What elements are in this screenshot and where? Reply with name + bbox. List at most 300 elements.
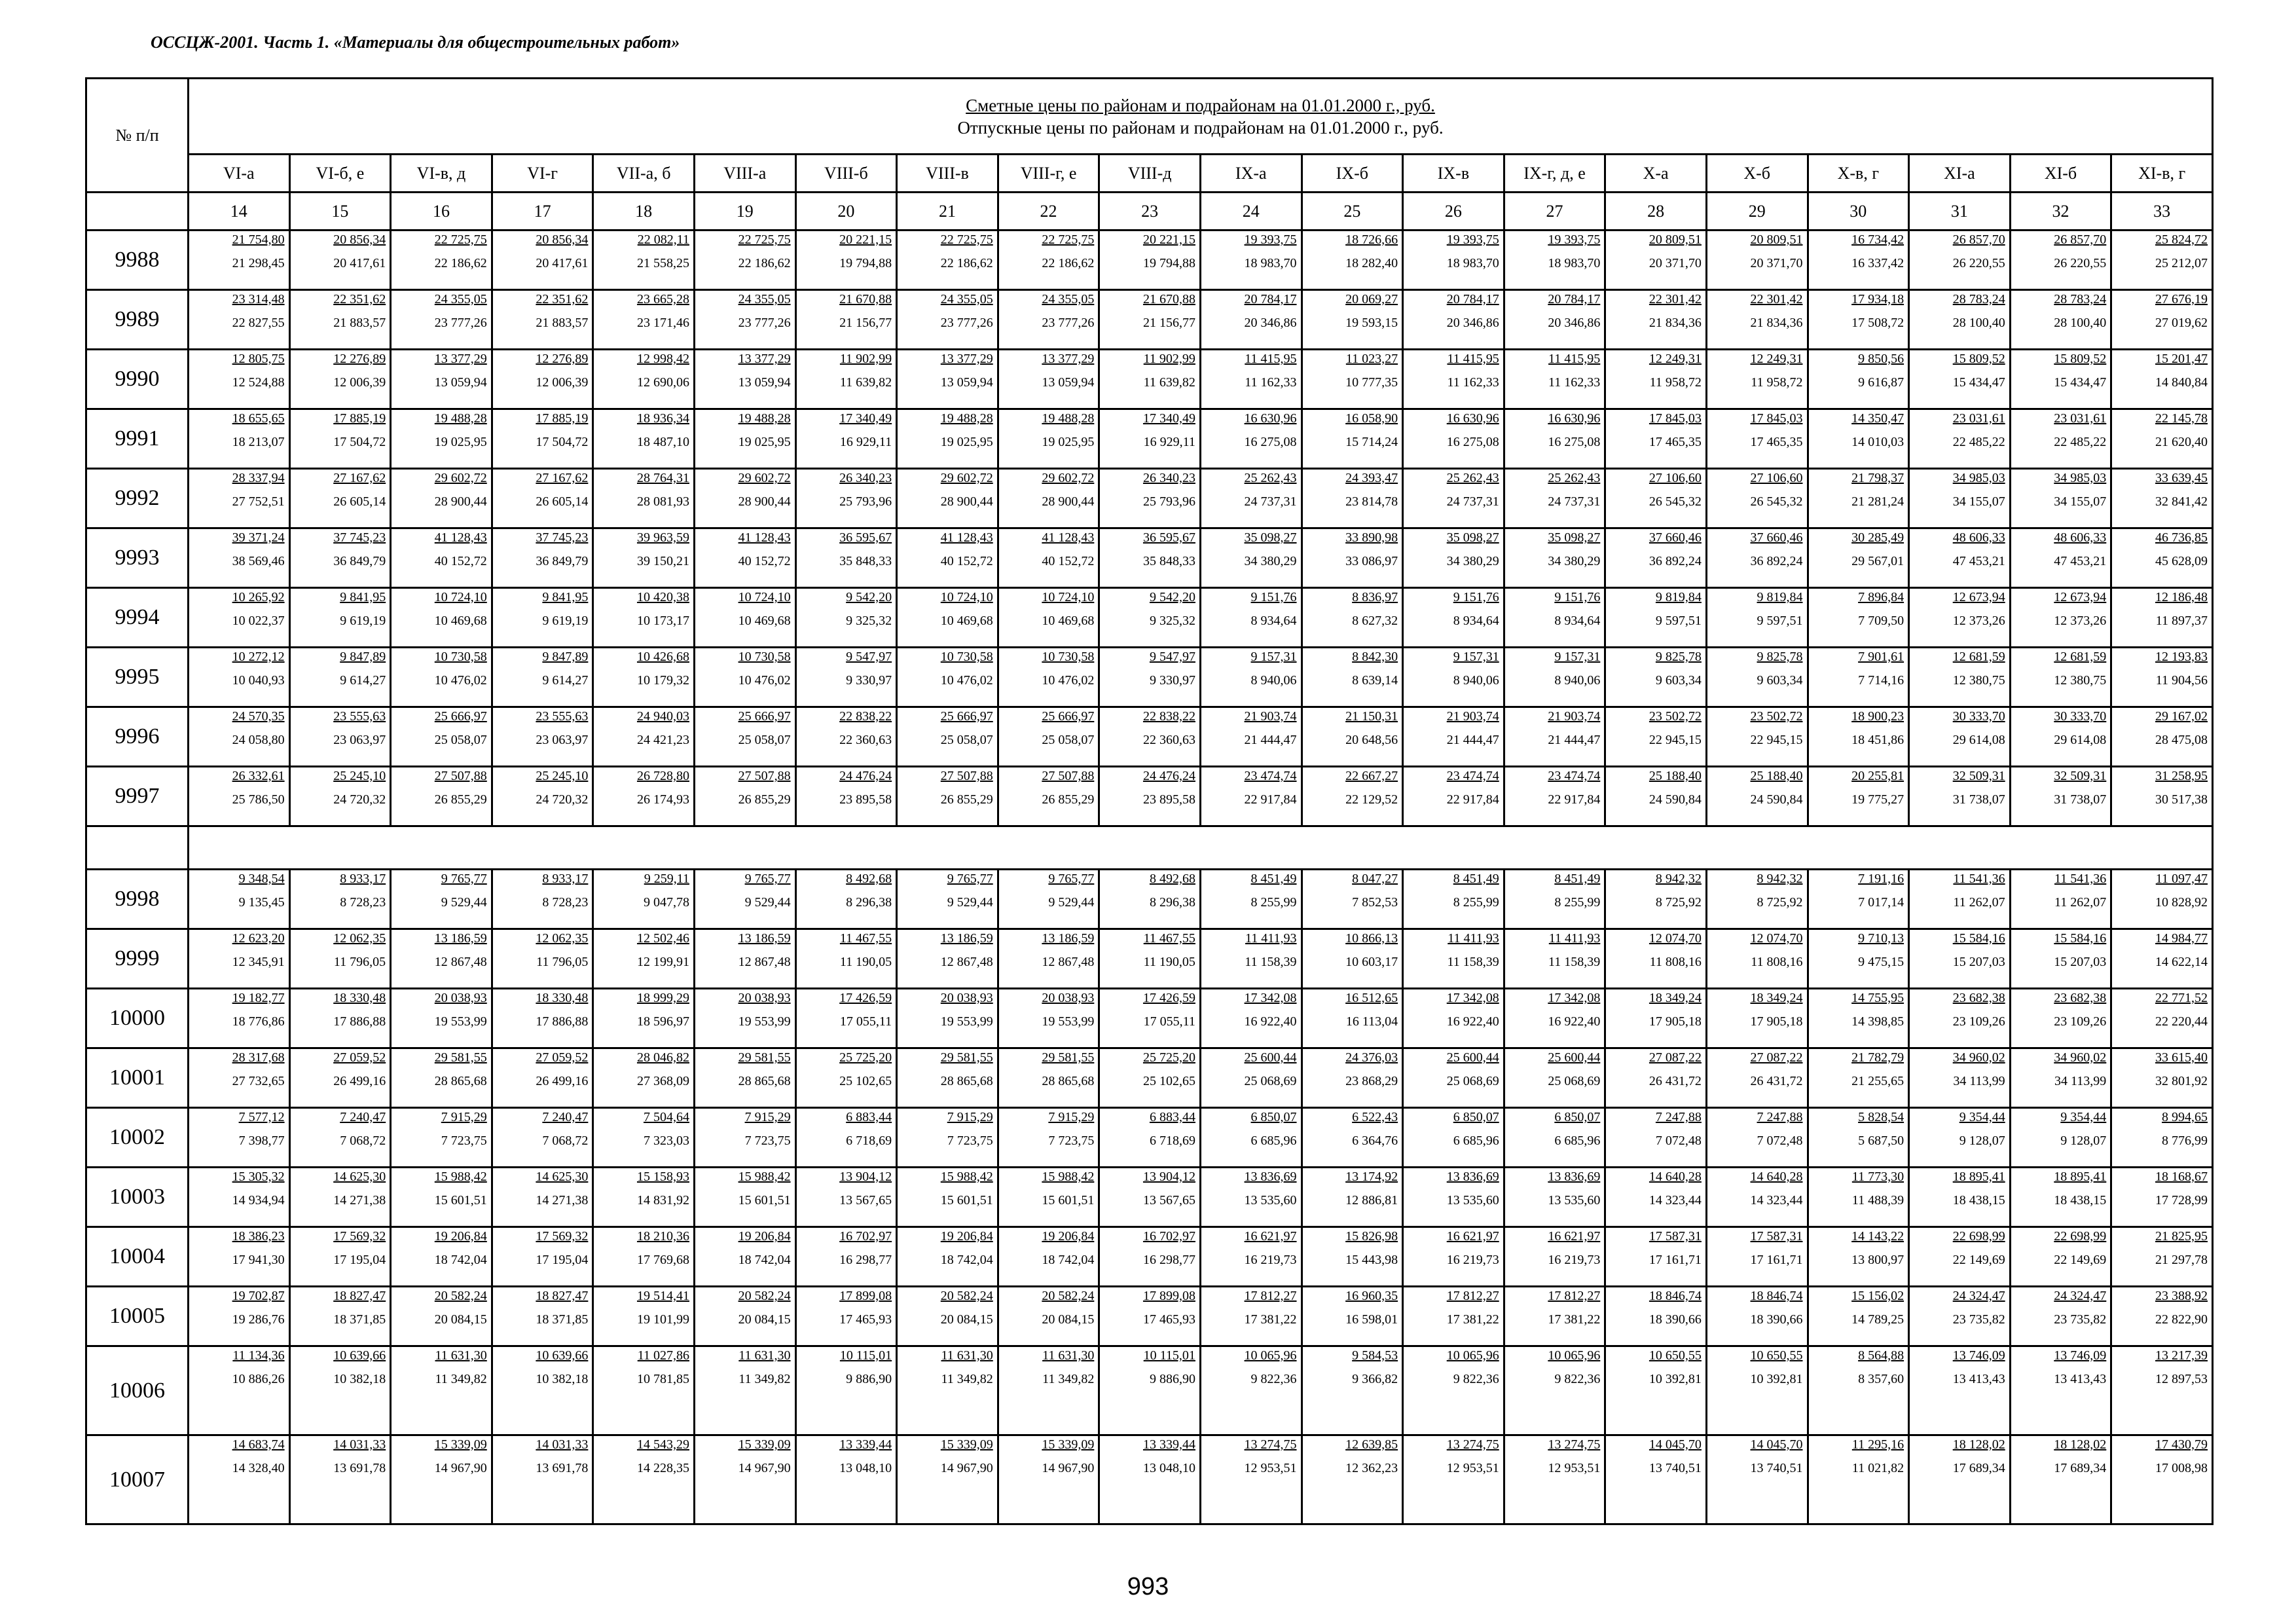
- row-number: 9988: [86, 231, 189, 290]
- estimated-price: 9 157,31: [1554, 650, 1601, 664]
- release-price: 7 714,16: [1858, 673, 1904, 688]
- row-number: 10000: [86, 989, 189, 1048]
- release-price: 8 940,06: [1453, 673, 1499, 688]
- price-cell: [897, 350, 998, 409]
- release-price: 21 834,36: [1750, 316, 1803, 330]
- estimated-price: 29 581,55: [940, 1050, 993, 1065]
- release-price: 20 371,70: [1750, 256, 1803, 270]
- estimated-price: 37 660,46: [1649, 530, 1702, 545]
- price-cell: [1504, 707, 1605, 767]
- release-price: 5 687,50: [1858, 1134, 1904, 1148]
- price-cell: [2111, 409, 2213, 469]
- estimated-price: 36 595,67: [839, 530, 892, 545]
- estimated-price: 25 725,20: [1142, 1050, 1195, 1065]
- release-price: 12 897,53: [2155, 1372, 2208, 1386]
- estimated-price: 11 415,95: [1548, 352, 1601, 366]
- release-price: 19 593,15: [1345, 316, 1398, 330]
- estimated-price: 23 502,72: [1649, 709, 1702, 724]
- price-cell: [1099, 231, 1201, 290]
- release-price: 10 469,68: [434, 614, 487, 628]
- estimated-price: 29 602,72: [940, 471, 993, 485]
- release-price: 12 345,91: [232, 955, 285, 969]
- table-row: [86, 588, 2213, 648]
- price-cell: [2111, 707, 2213, 767]
- price-cell: [1706, 1435, 1808, 1524]
- price-cell: [998, 767, 1099, 826]
- release-price: 16 219,73: [1446, 1253, 1499, 1267]
- price-cell: [1808, 409, 1909, 469]
- price-cell: [492, 1108, 593, 1168]
- price-cell: [2111, 588, 2213, 648]
- estimated-price: 24 324,47: [2054, 1289, 2107, 1303]
- release-price: 17 381,22: [1244, 1312, 1297, 1327]
- price-cell: [795, 409, 897, 469]
- price-cell: [1403, 290, 1504, 350]
- price-cell: [593, 870, 695, 929]
- estimated-price: 10 730,58: [1042, 650, 1095, 664]
- release-price: 34 155,07: [2054, 494, 2107, 509]
- price-cell: [1403, 870, 1504, 929]
- column-number: 17: [492, 193, 593, 231]
- estimated-price: 8 492,68: [846, 872, 892, 886]
- release-price: 22 945,15: [1649, 733, 1702, 747]
- estimated-price: 34 960,02: [2054, 1050, 2107, 1065]
- row-number: 10001: [86, 1048, 189, 1108]
- price-cell: [897, 648, 998, 707]
- release-price: 9 135,45: [238, 895, 285, 910]
- release-price: 22 822,90: [2155, 1312, 2208, 1327]
- table-row: [86, 1287, 2213, 1346]
- release-price: 17 381,22: [1446, 1312, 1499, 1327]
- release-price: 18 438,15: [1952, 1193, 2005, 1208]
- release-price: 17 941,30: [232, 1253, 285, 1267]
- district-header: XI-а: [1909, 155, 2011, 193]
- price-cell: [1706, 767, 1808, 826]
- release-price: 11 349,82: [738, 1372, 791, 1386]
- release-price: 22 485,22: [2054, 435, 2107, 449]
- price-cell: [1706, 409, 1808, 469]
- release-price: 9 325,32: [846, 614, 892, 628]
- column-number: 19: [694, 193, 795, 231]
- estimated-price: 20 038,93: [738, 991, 791, 1005]
- release-price: 7 852,53: [1352, 895, 1398, 910]
- estimated-price: 18 349,24: [1750, 991, 1803, 1005]
- estimated-price: 13 904,12: [1142, 1170, 1195, 1184]
- price-cell: [189, 870, 290, 929]
- price-cell: [289, 1048, 391, 1108]
- estimated-price: 21 670,88: [1142, 292, 1195, 306]
- estimated-price: 17 342,08: [1446, 991, 1499, 1005]
- estimated-price: 17 426,59: [1142, 991, 1195, 1005]
- release-price: 14 967,90: [940, 1461, 993, 1475]
- estimated-price: 11 415,95: [1447, 352, 1499, 366]
- release-price: 34 380,29: [1548, 554, 1601, 568]
- price-cell: [1302, 290, 1403, 350]
- estimated-price: 17 430,79: [2155, 1437, 2208, 1452]
- price-cell: [189, 1227, 290, 1287]
- price-cell: [1099, 1108, 1201, 1168]
- estimated-price: 23 031,61: [1952, 411, 2005, 426]
- price-cell: [1605, 1227, 1707, 1287]
- estimated-price: 12 623,20: [232, 931, 285, 946]
- price-cell: [1099, 350, 1201, 409]
- estimated-price: 20 784,17: [1446, 292, 1499, 306]
- estimated-price: 17 934,18: [1851, 292, 1904, 306]
- price-cell: [593, 1227, 695, 1287]
- price-cell: [391, 469, 492, 528]
- price-cell: [1909, 409, 2011, 469]
- price-cell: [2111, 929, 2213, 989]
- release-price: 18 282,40: [1345, 256, 1398, 270]
- price-cell: [1504, 1048, 1605, 1108]
- column-number: 29: [1706, 193, 1808, 231]
- price-cell: [1909, 290, 2011, 350]
- price-cell: [1909, 870, 2011, 929]
- price-cell: [1808, 528, 1909, 588]
- price-cell: [897, 1048, 998, 1108]
- release-price: 8 940,06: [1250, 673, 1297, 688]
- estimated-price: 10 272,12: [232, 650, 285, 664]
- estimated-price: 31 258,95: [2155, 769, 2208, 783]
- estimated-price: 28 046,82: [636, 1050, 689, 1065]
- release-price: 10 476,02: [1042, 673, 1095, 688]
- release-price: 12 199,91: [636, 955, 689, 969]
- estimated-price: 13 186,59: [434, 931, 487, 946]
- price-cell: [897, 231, 998, 290]
- estimated-price: 11 902,99: [1143, 352, 1195, 366]
- estimated-price: 28 783,24: [1952, 292, 2005, 306]
- price-cell: [1605, 469, 1707, 528]
- price-cell: [593, 929, 695, 989]
- price-cell: [189, 989, 290, 1048]
- price-cell: [1302, 469, 1403, 528]
- table-row: [86, 707, 2213, 767]
- release-price: 11 158,39: [1447, 955, 1499, 969]
- price-cell: [189, 1435, 290, 1524]
- row-number: 9993: [86, 528, 189, 588]
- price-cell: [2010, 350, 2111, 409]
- estimated-price: 9 259,11: [644, 872, 689, 886]
- price-cell: [795, 528, 897, 588]
- release-price: 10 469,68: [1042, 614, 1095, 628]
- release-price: 15 601,51: [434, 1193, 487, 1208]
- release-price: 19 101,99: [636, 1312, 689, 1327]
- release-price: 24 737,31: [1244, 494, 1297, 509]
- price-cell: [1099, 1287, 1201, 1346]
- price-cell: [795, 929, 897, 989]
- release-price: 24 590,84: [1750, 792, 1803, 807]
- estimated-price: 18 895,41: [1952, 1170, 2005, 1184]
- table-row: [86, 826, 2213, 870]
- estimated-price: 35 098,27: [1244, 530, 1297, 545]
- estimated-price: 11 415,95: [1245, 352, 1297, 366]
- price-cell: [189, 648, 290, 707]
- price-cell: [998, 231, 1099, 290]
- release-price: 23 895,58: [1142, 792, 1195, 807]
- release-price: 18 983,70: [1244, 256, 1297, 270]
- release-price: 34 380,29: [1244, 554, 1297, 568]
- column-number: 31: [1909, 193, 2011, 231]
- estimated-price: 6 883,44: [846, 1110, 892, 1124]
- release-price: 12 524,88: [232, 375, 285, 390]
- price-cell: [2010, 1108, 2111, 1168]
- district-header: IX-г, д, е: [1504, 155, 1605, 193]
- release-price: 45 628,09: [2155, 554, 2208, 568]
- release-price: 13 413,43: [1952, 1372, 2005, 1386]
- estimated-price: 15 584,16: [2054, 931, 2107, 946]
- release-price: 26 855,29: [1042, 792, 1095, 807]
- release-price: 34 113,99: [1953, 1074, 2005, 1088]
- release-price: 8 934,64: [1250, 614, 1297, 628]
- price-cell: [1808, 231, 1909, 290]
- release-price: 19 553,99: [738, 1014, 791, 1029]
- price-cell: [1504, 1346, 1605, 1435]
- price-cell: [1403, 648, 1504, 707]
- price-cell: [1706, 1287, 1808, 1346]
- price-cell: [1605, 1168, 1707, 1227]
- release-price: 26 545,32: [1750, 494, 1803, 509]
- estimated-price: 17 426,59: [839, 991, 892, 1005]
- release-price: 36 892,24: [1750, 554, 1803, 568]
- release-price: 29 614,08: [1952, 733, 2005, 747]
- release-price: 16 298,77: [1142, 1253, 1195, 1267]
- price-cell: [694, 767, 795, 826]
- estimated-price: 19 488,28: [940, 411, 993, 426]
- estimated-price: 26 340,23: [1142, 471, 1195, 485]
- estimated-price: 9 584,53: [1352, 1348, 1398, 1363]
- release-price: 26 499,16: [333, 1074, 386, 1088]
- table-row: [86, 1435, 2213, 1524]
- estimated-price: 22 771,52: [2155, 991, 2208, 1005]
- estimated-price: 22 351,62: [536, 292, 589, 306]
- price-cell: [998, 1227, 1099, 1287]
- price-cell: [897, 989, 998, 1048]
- estimated-price: 27 167,62: [536, 471, 589, 485]
- release-price: 8 255,99: [1250, 895, 1297, 910]
- release-price: 17 008,98: [2155, 1461, 2208, 1475]
- district-header: VI-г: [492, 155, 593, 193]
- release-price: 7 723,75: [441, 1134, 487, 1148]
- release-price: 16 275,08: [1446, 435, 1499, 449]
- release-price: 24 720,32: [536, 792, 589, 807]
- price-cell: [1403, 929, 1504, 989]
- release-price: 10 392,81: [1649, 1372, 1702, 1386]
- estimated-price: 11 773,30: [1851, 1170, 1904, 1184]
- release-price: 14 228,35: [636, 1461, 689, 1475]
- price-cell: [1099, 707, 1201, 767]
- price-cell: [391, 648, 492, 707]
- estimated-price: 16 702,97: [1142, 1229, 1195, 1244]
- estimated-price: 9 542,20: [846, 590, 892, 604]
- price-cell: [998, 1435, 1099, 1524]
- estimated-price: 18 349,24: [1649, 991, 1702, 1005]
- release-price: 10 781,85: [636, 1372, 689, 1386]
- release-price: 13 059,94: [738, 375, 791, 390]
- estimated-price: 12 673,94: [2054, 590, 2107, 604]
- estimated-price: 20 856,34: [333, 232, 386, 247]
- price-cell: [1403, 767, 1504, 826]
- estimated-price: 16 960,35: [1345, 1289, 1398, 1303]
- release-price: 28 900,44: [940, 494, 993, 509]
- price-cell: [391, 707, 492, 767]
- release-price: 18 390,66: [1750, 1312, 1803, 1327]
- estimated-price: 9 765,77: [744, 872, 791, 886]
- release-price: 18 390,66: [1649, 1312, 1702, 1327]
- estimated-price: 13 174,92: [1345, 1170, 1398, 1184]
- release-price: 18 776,86: [232, 1014, 285, 1029]
- price-cell: [1605, 707, 1707, 767]
- price-cell: [2111, 1168, 2213, 1227]
- estimated-price: 27 106,60: [1649, 471, 1702, 485]
- release-price: 22 945,15: [1750, 733, 1803, 747]
- price-cell: [1302, 870, 1403, 929]
- release-price: 14 398,85: [1851, 1014, 1904, 1029]
- release-price: 11 958,72: [1751, 375, 1803, 390]
- release-price: 22 360,63: [839, 733, 892, 747]
- price-cell: [289, 870, 391, 929]
- price-cell: [391, 929, 492, 989]
- release-price: 28 081,93: [636, 494, 689, 509]
- estimated-price: 20 856,34: [536, 232, 589, 247]
- estimated-price: 16 058,90: [1345, 411, 1398, 426]
- estimated-price: 11 295,16: [1851, 1437, 1904, 1452]
- price-cell: [1302, 1227, 1403, 1287]
- estimated-price: 15 201,47: [2155, 352, 2208, 366]
- release-price: 40 152,72: [434, 554, 487, 568]
- price-cell: [593, 1435, 695, 1524]
- release-price: 11 488,39: [1851, 1193, 1904, 1208]
- price-cell: [593, 1287, 695, 1346]
- price-cell: [998, 870, 1099, 929]
- price-cell: [694, 707, 795, 767]
- release-price: 28 100,40: [2054, 316, 2107, 330]
- estimated-price: 17 342,08: [1244, 991, 1297, 1005]
- price-cell: [289, 588, 391, 648]
- estimated-price: 16 621,97: [1244, 1229, 1297, 1244]
- price-cell: [492, 1346, 593, 1435]
- price-cell: [391, 231, 492, 290]
- price-cell: [795, 588, 897, 648]
- release-price: 18 742,04: [1042, 1253, 1095, 1267]
- table-row: [86, 528, 2213, 588]
- column-number: 16: [391, 193, 492, 231]
- price-cell: [1605, 870, 1707, 929]
- price-cell: [694, 1048, 795, 1108]
- release-price: 10 886,26: [232, 1372, 285, 1386]
- estimated-price: 29 581,55: [738, 1050, 791, 1065]
- estimated-price: 8 564,88: [1858, 1348, 1904, 1363]
- estimated-price: 23 555,63: [333, 709, 386, 724]
- release-price: 22 149,69: [2054, 1253, 2107, 1267]
- price-cell: [1504, 929, 1605, 989]
- price-cell: [391, 989, 492, 1048]
- release-price: 17 504,72: [536, 435, 589, 449]
- estimated-price: 11 411,93: [1448, 931, 1499, 946]
- price-cell: [1403, 1108, 1504, 1168]
- price-cell: [897, 469, 998, 528]
- price-cell: [189, 929, 290, 989]
- price-cell: [1909, 528, 2011, 588]
- release-price: 18 213,07: [232, 435, 285, 449]
- estimated-price: 6 522,43: [1352, 1110, 1398, 1124]
- row-number: 10006: [86, 1346, 189, 1435]
- estimated-price: 14 984,77: [2155, 931, 2208, 946]
- price-cell: [492, 707, 593, 767]
- estimated-price: 14 045,70: [1649, 1437, 1702, 1452]
- estimated-price: 10 639,66: [333, 1348, 386, 1363]
- price-cell: [1504, 1168, 1605, 1227]
- price-cell: [795, 1227, 897, 1287]
- estimated-price: 21 903,74: [1446, 709, 1499, 724]
- estimated-price: 27 059,52: [333, 1050, 386, 1065]
- estimated-price: 7 915,29: [1048, 1110, 1095, 1124]
- row-number: 10003: [86, 1168, 189, 1227]
- estimated-price: 19 206,84: [1042, 1229, 1095, 1244]
- price-cell: [795, 648, 897, 707]
- release-price: 12 867,48: [434, 955, 487, 969]
- price-cell: [189, 1048, 290, 1108]
- release-price: 7 398,77: [238, 1134, 285, 1148]
- estimated-price: 20 582,24: [940, 1289, 993, 1303]
- price-cell: [1403, 1435, 1504, 1524]
- price-cell: [1808, 929, 1909, 989]
- price-cell: [1706, 588, 1808, 648]
- release-price: 16 929,11: [839, 435, 892, 449]
- price-cell: [492, 989, 593, 1048]
- release-price: 17 465,35: [1750, 435, 1803, 449]
- estimated-price: 15 826,98: [1345, 1229, 1398, 1244]
- estimated-price: 13 904,12: [839, 1170, 892, 1184]
- price-cell: [492, 648, 593, 707]
- estimated-price: 7 901,61: [1858, 650, 1904, 664]
- release-price: 21 156,77: [1142, 316, 1195, 330]
- table-row: [86, 1168, 2213, 1227]
- release-price: 36 849,79: [333, 554, 386, 568]
- price-cell: [189, 1346, 290, 1435]
- estimated-price: 19 488,28: [738, 411, 791, 426]
- estimated-price: 12 805,75: [232, 352, 285, 366]
- price-cell: [492, 929, 593, 989]
- release-price: 22 917,84: [1548, 792, 1601, 807]
- release-price: 19 025,95: [434, 435, 487, 449]
- price-cell: [795, 1108, 897, 1168]
- estimated-price: 22 725,75: [738, 232, 791, 247]
- release-price: 16 275,08: [1244, 435, 1297, 449]
- estimated-price: 11 631,30: [738, 1348, 791, 1363]
- estimated-price: 22 145,78: [2155, 411, 2208, 426]
- price-cell: [1403, 469, 1504, 528]
- row-number: 10007: [86, 1435, 189, 1524]
- release-price: 9 822,36: [1554, 1372, 1601, 1386]
- price-cell: [2010, 588, 2111, 648]
- price-cell: [2010, 1435, 2111, 1524]
- estimated-price: 9 847,89: [542, 650, 589, 664]
- estimated-price: 18 895,41: [2054, 1170, 2107, 1184]
- release-price: 26 605,14: [536, 494, 589, 509]
- release-price: 17 465,35: [1649, 435, 1702, 449]
- estimated-price: 27 087,22: [1750, 1050, 1803, 1065]
- estimated-price: 10 115,01: [1143, 1348, 1195, 1363]
- price-cell: [694, 588, 795, 648]
- estimated-price: 10 639,66: [536, 1348, 589, 1363]
- release-price: 20 084,15: [434, 1312, 487, 1327]
- price-cell: [1504, 648, 1605, 707]
- price-cell: [593, 350, 695, 409]
- estimated-price: 11 027,86: [637, 1348, 689, 1363]
- price-cell: [694, 870, 795, 929]
- estimated-price: 20 784,17: [1548, 292, 1601, 306]
- estimated-price: 28 764,31: [636, 471, 689, 485]
